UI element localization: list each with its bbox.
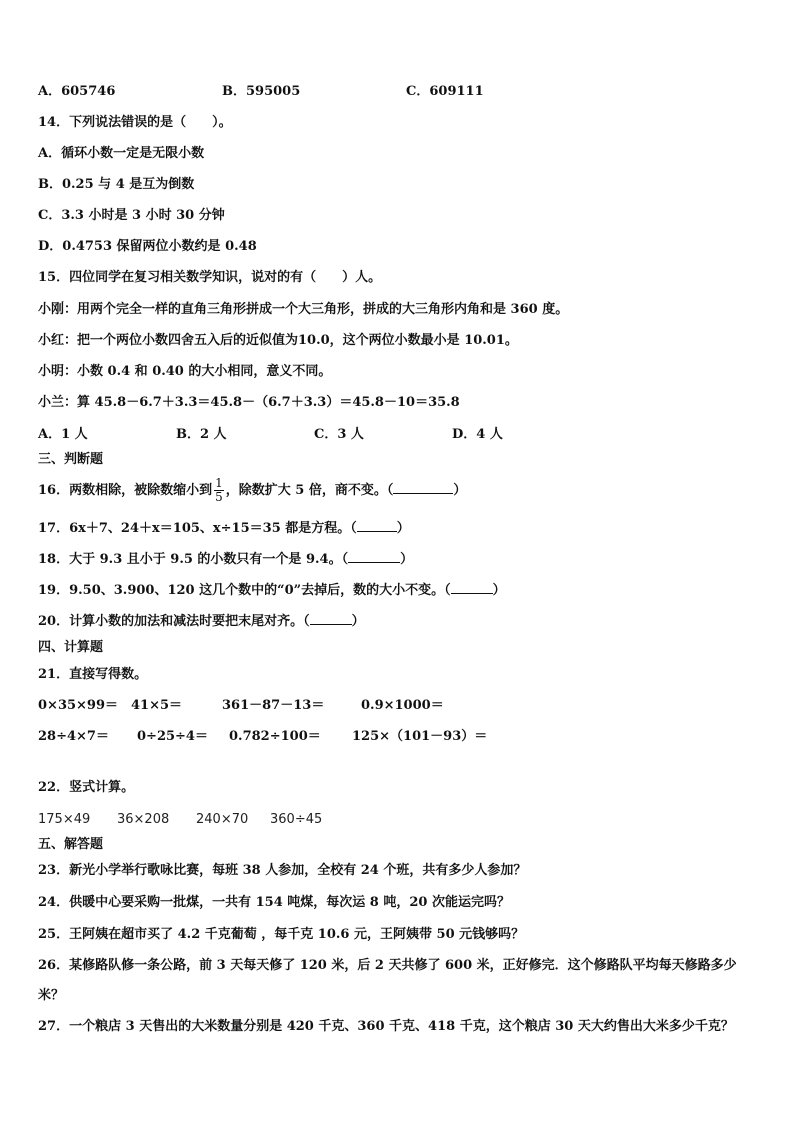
q14-option-b: B．0.25 与 4 是互为倒数 <box>38 177 195 192</box>
q27-question: 27．一个粮店 3 天售出的大米数量分别是 420 千克、360 千克、418 千克，这个粮店 30 天大约售出大米多少千克？ <box>38 1019 734 1034</box>
q24-question: 24．供暖中心要采购一批煤，一共有 154 吨煤，每次运 8 吨，20 次能运完吗？ <box>38 895 510 910</box>
q18-question <box>38 550 413 569</box>
q15-option-b: B．2 人 <box>176 427 227 442</box>
q21-item: 0.782÷100＝ <box>229 729 321 744</box>
q13-option-c: C．609111 <box>406 84 484 99</box>
q16-fraction <box>214 477 224 504</box>
q15-option-a: A．1 人 <box>38 427 88 442</box>
q18-answer-blank[interactable] <box>348 550 400 563</box>
q16-answer-blank[interactable] <box>393 481 453 494</box>
q26-question-line1: 26．某修路队修一条公路，前 3 天每天修了 120 米，后 2 天共修了 600 米，正好修完．这个修路队平均每天修路多少 <box>38 958 737 973</box>
q14-option-d: D．0.4753 保留两位小数约是 0.48 <box>38 239 257 254</box>
q21-item: 361－87－13＝ <box>222 698 325 713</box>
q19-answer-blank[interactable] <box>451 581 493 594</box>
q22-stem: 22．竖式计算。 <box>38 780 135 795</box>
section-heading-judgement: 三、判断题 <box>38 452 104 467</box>
q19-question <box>38 581 506 600</box>
q14-option-a: A．循环小数一定是无限小数 <box>38 146 205 161</box>
q19-text: 19．9.50、3.900、120 这几个数中的“0”去掉后，数的大小不变。（ <box>38 583 451 598</box>
q16-close-paren: ） <box>453 483 467 498</box>
q15-statement-xiaohong: 小红：把一个两位小数四舍五入后的近似值为10.0，这个两位小数最小是 10.01。 <box>38 333 518 348</box>
q20-answer-blank[interactable] <box>310 612 352 625</box>
q13-option-b: B．595005 <box>222 84 301 99</box>
q23-question: 23．新光小学举行歌咏比赛，每班 38 人参加，全校有 24 个班，共有多少人参加？ <box>38 863 527 878</box>
section-heading-calculation: 四、计算题 <box>38 640 104 655</box>
q21-stem: 21．直接写得数。 <box>38 667 148 682</box>
q20-text: 20．计算小数的加法和减法时要把末尾对齐。（ <box>38 614 310 629</box>
section-heading-word-problems: 五、解答题 <box>38 837 104 852</box>
q21-item: 41×5＝ <box>131 698 183 713</box>
q14-option-c: C．3.3 小时是 3 小时 30 分钟 <box>38 208 225 223</box>
q15-stem: 15．四位同学在复习相关数学知识，说对的有（ ）人。 <box>38 270 382 285</box>
q17-text: 17．6x＋7、24＋x＝105、x÷15＝35 都是方程。（ <box>38 521 357 536</box>
q15-option-d: D．4 人 <box>452 427 503 442</box>
q13-option-a: A．605746 <box>38 84 116 99</box>
q17-close-paren: ） <box>396 521 410 536</box>
q15-option-c: C．3 人 <box>314 427 364 442</box>
q26-question-line2: 米？ <box>38 988 65 1003</box>
q16-fraction-numerator: 1 <box>215 476 223 490</box>
q21-item: 0÷25÷4＝ <box>137 729 208 744</box>
q16-text-after: ，除数扩大 5 倍，商不变。（ <box>225 483 394 498</box>
q20-question <box>38 612 365 631</box>
q16-fraction-denominator: 5 <box>215 490 223 504</box>
q16-text-before: 16．两数相除，被除数缩小到 <box>38 483 213 498</box>
q19-close-paren: ） <box>492 583 506 598</box>
q22-item: 360÷45 <box>270 812 323 827</box>
q20-close-paren: ） <box>351 614 365 629</box>
q18-close-paren: ） <box>400 552 414 567</box>
q16-question <box>38 476 466 506</box>
q21-item: 28÷4×7＝ <box>38 729 109 744</box>
q14-stem: 14．下列说法错误的是（ ）。 <box>38 115 232 130</box>
q22-item: 240×70 <box>196 812 249 827</box>
q21-item: 0.9×1000＝ <box>361 698 444 713</box>
q21-item: 125×（101－93）＝ <box>352 729 488 744</box>
q21-item: 0×35×99＝ <box>38 698 119 713</box>
q18-text: 18．大于 9.3 且小于 9.5 的小数只有一个是 9.4。（ <box>38 552 349 567</box>
q22-item: 36×208 <box>117 812 170 827</box>
q17-answer-blank[interactable] <box>357 519 397 532</box>
q22-item: 175×49 <box>38 812 91 827</box>
q15-statement-xiaoming: 小明：小数 0.4 和 0.40 的大小相同，意义不同。 <box>38 364 332 379</box>
q15-statement-xiaolan: 小兰：算 45.8－6.7＋3.3＝45.8－（6.7＋3.3）＝45.8－10＝35.8 <box>38 395 460 410</box>
q15-statement-xiaogang: 小刚：用两个完全一样的直角三角形拼成一个大三角形，拼成的大三角形内角和是 360 度。 <box>38 302 569 317</box>
q25-question: 25．王阿姨在超市买了 4.2 千克葡萄 ，每千克 10.6 元，王阿姨带 50 元钱够吗？ <box>38 927 525 942</box>
q17-question <box>38 519 410 538</box>
